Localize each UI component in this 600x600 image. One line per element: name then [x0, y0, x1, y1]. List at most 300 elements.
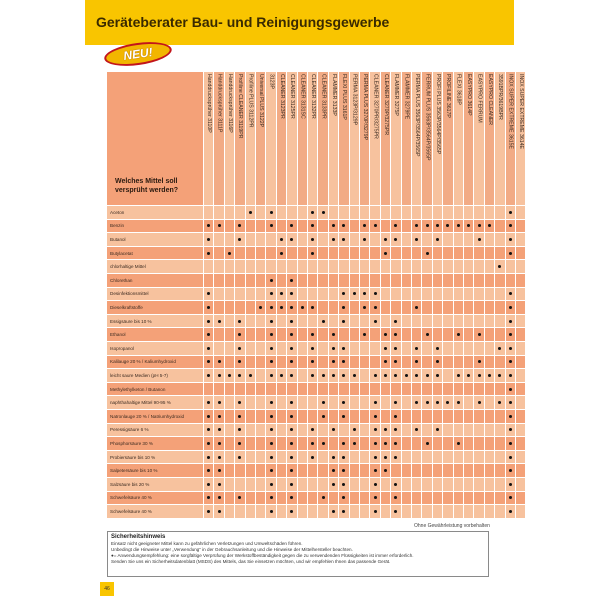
recommendation-dot — [384, 442, 387, 445]
recommendation-dot — [394, 320, 397, 323]
recommendation-dot — [342, 347, 345, 350]
table-cell — [286, 300, 296, 314]
table-cell — [224, 409, 234, 423]
table-cell — [369, 450, 379, 464]
table-cell — [411, 300, 421, 314]
table-cell — [338, 246, 348, 260]
table-cell — [369, 205, 379, 219]
recommendation-dot — [394, 510, 397, 513]
table-cell — [453, 300, 463, 314]
recommendation-dot — [290, 496, 293, 499]
table-cell — [463, 341, 473, 355]
table-cell — [421, 341, 431, 355]
table-cell — [515, 327, 525, 341]
table-cell — [349, 300, 359, 314]
recommendation-dot — [509, 360, 512, 363]
table-cell — [245, 395, 255, 409]
table-cell — [286, 287, 296, 301]
table-cell — [328, 300, 338, 314]
table-cell — [224, 491, 234, 505]
table-cell — [234, 300, 244, 314]
column-header-label: Handdrucksprüher 3111P — [216, 74, 223, 133]
table-cell — [297, 409, 307, 423]
recommendation-dot — [498, 374, 501, 377]
table-cell — [380, 300, 390, 314]
table-cell — [224, 477, 234, 491]
recommendation-dot — [290, 347, 293, 350]
table-cell — [245, 341, 255, 355]
table-cell — [442, 314, 452, 328]
table-cell — [224, 423, 234, 437]
table-cell — [307, 287, 317, 301]
table-cell — [338, 409, 348, 423]
table-cell — [224, 368, 234, 382]
table-cell — [411, 327, 421, 341]
table-cell — [453, 273, 463, 287]
table-cell — [494, 314, 504, 328]
column-header — [245, 72, 255, 205]
table-cell — [297, 219, 307, 233]
table-cell — [213, 477, 223, 491]
table-cell — [380, 273, 390, 287]
column-header — [349, 72, 359, 205]
recommendation-dot — [342, 292, 345, 295]
table-cell — [515, 246, 525, 260]
recommendation-dot — [290, 306, 293, 309]
table-cell — [297, 368, 307, 382]
table-cell — [234, 423, 244, 437]
table-cell — [359, 491, 369, 505]
table-cell — [421, 219, 431, 233]
table-cell — [515, 287, 525, 301]
table-cell — [369, 382, 379, 396]
table-cell — [317, 491, 327, 505]
recommendation-dot — [374, 456, 377, 459]
table-cell — [463, 232, 473, 246]
table-cell — [213, 232, 223, 246]
table-cell — [442, 395, 452, 409]
column-header-label: EASYPRO CLEANER — [486, 74, 493, 126]
recommendation-dot — [415, 401, 418, 404]
recommendation-dot — [374, 510, 377, 513]
row-label: Chlorethan — [107, 273, 203, 287]
recommendation-dot — [374, 292, 377, 295]
table-cell — [297, 246, 307, 260]
table-cell — [224, 232, 234, 246]
column-header — [286, 72, 296, 205]
table-cell — [307, 355, 317, 369]
table-cell — [307, 491, 317, 505]
table-cell — [307, 219, 317, 233]
table-cell — [473, 368, 483, 382]
recommendation-dot — [478, 401, 481, 404]
table-cell — [473, 423, 483, 437]
table-cell — [432, 300, 442, 314]
row-label: naphthahaltige Mittel 90-95 % — [107, 395, 203, 409]
table-cell — [338, 341, 348, 355]
table-cell — [234, 246, 244, 260]
table-cell — [255, 219, 265, 233]
column-header-label: FLAMMER 3275P — [393, 74, 400, 116]
table-cell — [453, 477, 463, 491]
table-cell — [245, 327, 255, 341]
table-cell — [213, 409, 223, 423]
table-cell — [349, 409, 359, 423]
table-cell — [432, 232, 442, 246]
table-cell — [276, 259, 286, 273]
table-cell — [328, 382, 338, 396]
table-cell — [505, 327, 515, 341]
table-cell — [484, 382, 494, 396]
table-cell — [265, 300, 275, 314]
recommendation-dot — [290, 428, 293, 431]
recommendation-dot — [290, 456, 293, 459]
recommendation-dot — [384, 252, 387, 255]
safety-box — [107, 531, 489, 577]
table-cell — [494, 450, 504, 464]
table-cell — [286, 205, 296, 219]
recommendation-dot — [322, 320, 325, 323]
table-cell — [411, 259, 421, 273]
table-cell — [494, 327, 504, 341]
table-cell — [265, 232, 275, 246]
recommendation-dot — [290, 415, 293, 418]
table-cell — [255, 327, 265, 341]
table-cell — [453, 246, 463, 260]
recommendation-dot — [342, 320, 345, 323]
recommendation-dot — [394, 442, 397, 445]
recommendation-dot — [332, 510, 335, 513]
recommendation-dot — [353, 428, 356, 431]
table-cell — [401, 246, 411, 260]
row-label: Peressigsäure 6 % — [107, 423, 203, 437]
recommendation-dot — [270, 415, 273, 418]
row-label: leicht saure Medien (pH 5-7) — [107, 368, 203, 382]
table-cell — [432, 273, 442, 287]
table-cell — [328, 273, 338, 287]
recommendation-dot — [509, 496, 512, 499]
table-cell — [328, 287, 338, 301]
recommendation-dot — [332, 456, 335, 459]
table-cell — [390, 463, 400, 477]
column-header-label: Profiline CLEANER 3119PR — [237, 74, 244, 139]
column-header — [307, 72, 317, 205]
table-cell — [297, 463, 307, 477]
table-cell — [307, 368, 317, 382]
recommendation-dot — [509, 374, 512, 377]
table-cell — [245, 232, 255, 246]
table-cell — [213, 436, 223, 450]
table-cell — [359, 423, 369, 437]
table-cell — [286, 395, 296, 409]
table-cell — [317, 205, 327, 219]
table-cell — [297, 355, 307, 369]
recommendation-dot — [207, 224, 210, 227]
table-cell — [411, 463, 421, 477]
table-cell — [494, 395, 504, 409]
table-cell — [453, 491, 463, 505]
table-cell — [473, 436, 483, 450]
table-cell — [453, 409, 463, 423]
table-cell — [307, 259, 317, 273]
table-cell — [484, 409, 494, 423]
recommendation-dot — [457, 401, 460, 404]
table-cell — [515, 273, 525, 287]
table-cell — [349, 314, 359, 328]
table-cell — [276, 463, 286, 477]
recommendation-dot — [322, 442, 325, 445]
table-cell — [421, 477, 431, 491]
table-cell — [317, 232, 327, 246]
table-cell — [505, 300, 515, 314]
row-label: Schwefelsäure 40 % — [107, 504, 203, 518]
table-cell — [494, 409, 504, 423]
table-cell — [473, 504, 483, 518]
table-cell — [463, 491, 473, 505]
recommendation-dot — [478, 360, 481, 363]
table-cell — [515, 341, 525, 355]
table-cell — [473, 491, 483, 505]
table-cell — [213, 287, 223, 301]
recommendation-dot — [342, 360, 345, 363]
recommendation-dot — [207, 347, 210, 350]
table-cell — [276, 423, 286, 437]
table-cell — [411, 450, 421, 464]
recommendation-dot — [384, 333, 387, 336]
column-header-label: CLEANER 3125PR — [289, 74, 296, 119]
recommendation-dot — [270, 469, 273, 472]
column-header — [432, 72, 442, 205]
recommendation-dot — [207, 496, 210, 499]
recommendation-dot — [342, 415, 345, 418]
table-cell — [276, 491, 286, 505]
recommendation-dot — [238, 456, 241, 459]
table-cell — [453, 314, 463, 328]
recommendation-dot — [509, 483, 512, 486]
recommendation-dot — [394, 360, 397, 363]
table-cell — [401, 423, 411, 437]
table-cell — [473, 450, 483, 464]
recommendation-dot — [426, 224, 429, 227]
column-header — [505, 72, 515, 205]
table-cell — [494, 368, 504, 382]
table-cell — [453, 259, 463, 273]
table-cell — [255, 491, 265, 505]
table-cell — [276, 355, 286, 369]
recommendation-dot — [311, 374, 314, 377]
recommendation-dot — [207, 333, 210, 336]
column-header-label: FLEXI 3618P — [455, 74, 462, 105]
table-cell — [286, 219, 296, 233]
table-cell — [484, 491, 494, 505]
table-cell — [307, 504, 317, 518]
table-cell — [390, 259, 400, 273]
column-header — [453, 72, 463, 205]
recommendation-dot — [436, 360, 439, 363]
recommendation-dot — [415, 306, 418, 309]
table-cell — [317, 409, 327, 423]
recommendation-dot — [322, 211, 325, 214]
table-cell — [276, 273, 286, 287]
disclaimer-note: Ohne Gewährleistung vorbehalten — [414, 523, 490, 529]
table-cell — [317, 504, 327, 518]
table-cell — [380, 327, 390, 341]
recommendation-dot — [218, 224, 221, 227]
recommendation-dot — [394, 415, 397, 418]
table-cell — [369, 273, 379, 287]
table-cell — [411, 355, 421, 369]
recommendation-dot — [280, 292, 283, 295]
table-cell — [359, 205, 369, 219]
recommendation-dot — [270, 306, 273, 309]
table-cell — [432, 395, 442, 409]
table-cell — [494, 491, 504, 505]
table-cell — [463, 395, 473, 409]
table-cell — [338, 287, 348, 301]
recommendation-dot — [270, 347, 273, 350]
table-cell — [265, 423, 275, 437]
table-cell — [213, 341, 223, 355]
table-cell — [338, 300, 348, 314]
table-cell — [234, 504, 244, 518]
table-cell — [369, 491, 379, 505]
recommendation-dot — [290, 333, 293, 336]
table-cell — [390, 355, 400, 369]
table-cell — [359, 504, 369, 518]
table-cell — [421, 300, 431, 314]
table-cell — [369, 232, 379, 246]
recommendation-dot — [374, 320, 377, 323]
column-header-label: Universal PLUS 3122P — [258, 74, 264, 128]
table-cell — [473, 477, 483, 491]
table-cell — [245, 273, 255, 287]
column-header — [442, 72, 452, 205]
table-cell — [213, 300, 223, 314]
table-cell — [421, 382, 431, 396]
recommendation-dot — [415, 360, 418, 363]
table-cell — [442, 423, 452, 437]
table-cell — [317, 382, 327, 396]
table-cell — [463, 300, 473, 314]
table-cell — [463, 259, 473, 273]
table-cell — [411, 273, 421, 287]
recommendation-dot — [374, 224, 377, 227]
table-cell — [286, 504, 296, 518]
table-cell — [317, 246, 327, 260]
table-cell — [494, 219, 504, 233]
row-label: Butylacetat — [107, 246, 203, 260]
table-cell — [473, 395, 483, 409]
table-cell — [349, 368, 359, 382]
table-cell — [463, 355, 473, 369]
table-cell — [442, 382, 452, 396]
recommendation-dot — [394, 347, 397, 350]
column-header — [317, 72, 327, 205]
column-header-label: FLAMMER 3133P — [330, 74, 337, 116]
table-cell — [484, 259, 494, 273]
column-header — [484, 72, 494, 205]
column-header — [463, 72, 473, 205]
table-cell — [380, 477, 390, 491]
table-cell — [484, 205, 494, 219]
table-cell — [421, 491, 431, 505]
table-cell — [484, 477, 494, 491]
recommendation-dot — [249, 374, 252, 377]
table-cell — [317, 423, 327, 437]
recommendation-dot — [290, 279, 293, 282]
recommendation-dot — [353, 292, 356, 295]
table-cell — [245, 436, 255, 450]
table-cell — [473, 409, 483, 423]
recommendation-dot — [436, 374, 439, 377]
table-cell — [255, 504, 265, 518]
table-cell — [245, 382, 255, 396]
table-cell — [484, 314, 494, 328]
table-cell — [307, 409, 317, 423]
table-cell — [411, 368, 421, 382]
table-cell — [203, 327, 213, 341]
table-cell — [463, 205, 473, 219]
table-cell — [401, 341, 411, 355]
table-cell — [494, 232, 504, 246]
table-cell — [234, 382, 244, 396]
table-cell — [224, 327, 234, 341]
table-cell — [349, 259, 359, 273]
table-cell — [297, 341, 307, 355]
table-cell — [203, 382, 213, 396]
table-cell — [359, 355, 369, 369]
table-cell — [421, 314, 431, 328]
table-cell — [390, 504, 400, 518]
recommendation-dot — [457, 333, 460, 336]
new-badge: NEU! — [103, 38, 173, 69]
table-cell — [286, 341, 296, 355]
table-cell — [307, 205, 317, 219]
table-cell — [265, 205, 275, 219]
table-cell — [390, 368, 400, 382]
table-cell — [255, 232, 265, 246]
table-cell — [421, 368, 431, 382]
recommendation-dot — [498, 347, 501, 350]
recommendation-dot — [509, 442, 512, 445]
table-cell — [317, 395, 327, 409]
table-cell — [307, 382, 317, 396]
recommendation-dot — [238, 428, 241, 431]
table-cell — [432, 327, 442, 341]
table-cell — [380, 409, 390, 423]
table-cell — [473, 273, 483, 287]
table-cell — [401, 219, 411, 233]
recommendation-dot — [311, 347, 314, 350]
recommendation-dot — [290, 510, 293, 513]
table-cell — [432, 463, 442, 477]
recommendation-dot — [509, 306, 512, 309]
table-cell — [234, 477, 244, 491]
recommendation-dot — [342, 456, 345, 459]
recommendation-dot — [342, 306, 345, 309]
table-cell — [380, 232, 390, 246]
recommendation-dot — [218, 374, 221, 377]
table-cell — [265, 259, 275, 273]
table-cell — [411, 491, 421, 505]
recommendation-dot — [394, 374, 397, 377]
recommendation-dot — [207, 292, 210, 295]
table-cell — [203, 423, 213, 437]
table-cell — [359, 463, 369, 477]
column-header — [203, 72, 213, 205]
recommendation-dot — [207, 401, 210, 404]
table-cell — [338, 232, 348, 246]
